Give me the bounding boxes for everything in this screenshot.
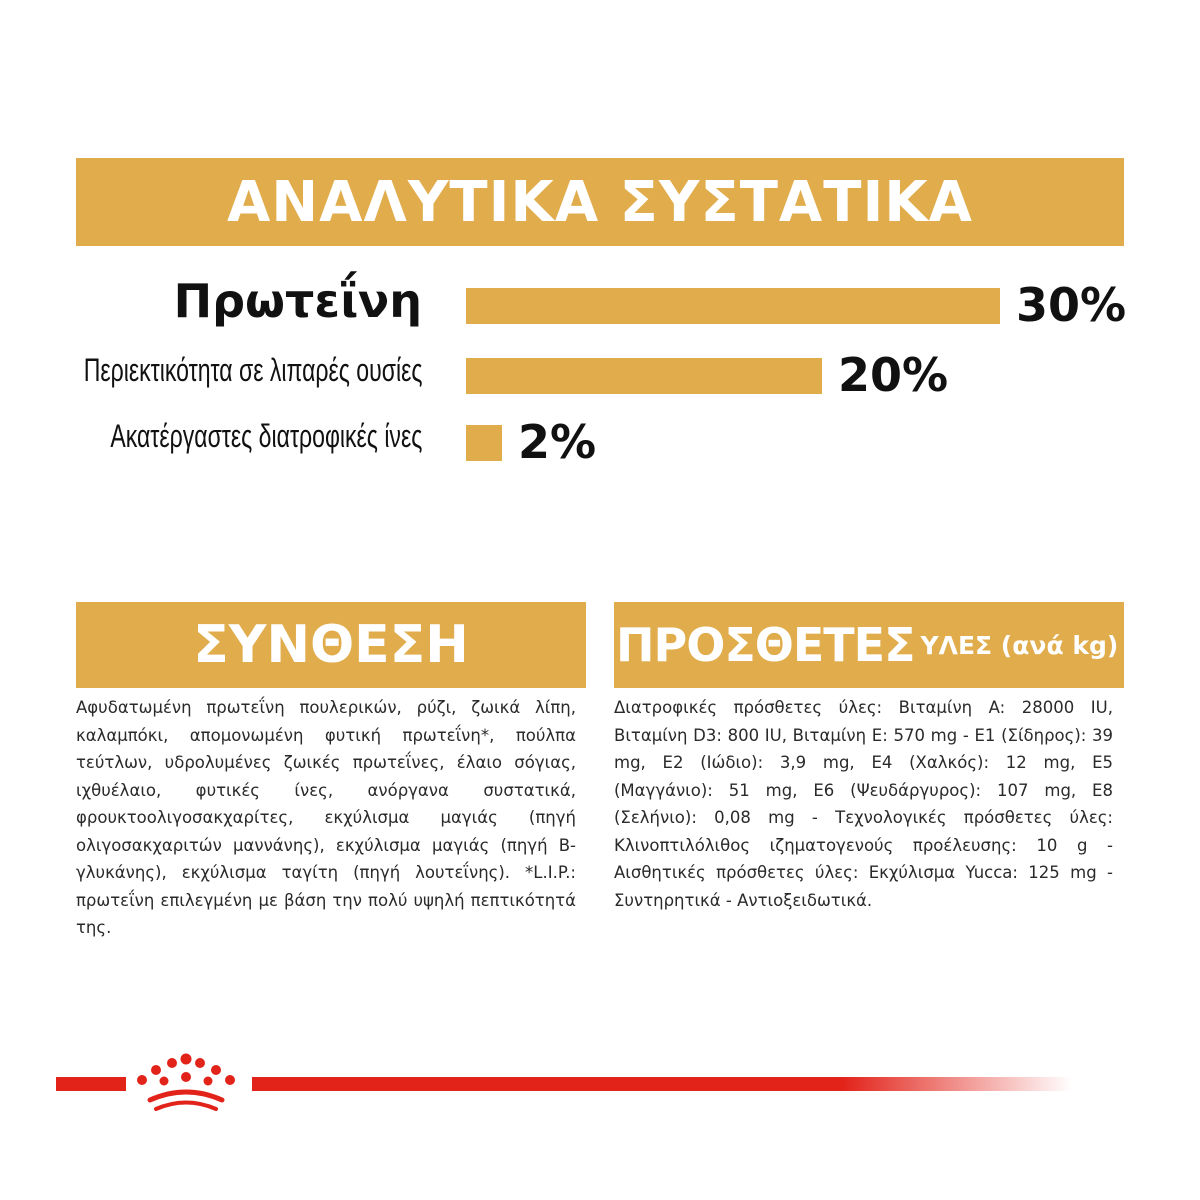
analytical-constituents-banner <box>76 158 1124 246</box>
composition-text: Αφυδατωμένη πρωτεΐνη πουλερικών, ρύζι, ζωικά λίπη, καλαμπόκι, απομονωμένη φυτική πρωτεΐνη*, πούλπα τεύτλων, υδρολυμένες ζωικές πρωτεΐνες, έλαιο σόγιας, ιχθυέλαιο, φυτικές ίνες, ανόργανα συστατικά, φρουκτοολιγοσακχαρίτες, εκχύλισμα μαγιάς (πηγή ολιγοσακχαριτών μαννάνης), εκχύλισμα μαγιάς (πηγή Β-γλυκάνης), εκχύλισμα ταγίτη (πηγή λουτεΐνης). *L.I.P.: πρωτεΐνη επιλεγμένη με βάση την πολύ υψηλή πεπτικότητά της. <box>76 698 576 937</box>
additives-title: ΠΡΟΣΘΕΤΕΣ <box>616 618 915 672</box>
additives-subtitle: ΥΛΕΣ (ανά kg) <box>920 630 1119 660</box>
category-label: Περιεκτικότητα σε λιπαρές ουσίες <box>83 352 422 388</box>
composition-title: ΣΥΝΘΕΣΗ <box>193 615 469 675</box>
category-label: Πρωτεΐνη <box>173 274 422 328</box>
bar <box>466 288 1000 324</box>
footer-line-right <box>252 1077 1072 1091</box>
additives-banner <box>614 602 1124 688</box>
additives-text: Διατροφικές πρόσθετες ύλες: Βιταμίνη A: 28000 IU, Βιταμίνη D3: 800 IU, Βιταμίνη E: 570 mg - E1 (Σίδηρος): 39 mg, E2 (Ιώδιο): 3,9 mg, E4 (Χαλκός): 12 mg, E5 (Μαγγάνιο): 51 mg, E6 (Ψευδάργυρος): 107 mg, E8 (Σελήνιο): 0,08 mg - Τεχνολογικές πρόσθετες ύλες: Κλινοπτιλόλιθος ιζηματογενούς προέλευσης: 10 g - Αισθητικές πρόσθετες ύλες: Εκχύλισμα Yucca: 125 mg - Συντηρητικά - Αντιοξειδωτικά. <box>614 698 1113 910</box>
constituents-bar-chart <box>0 270 1200 480</box>
composition-banner <box>76 602 586 688</box>
bar <box>466 358 822 394</box>
category-label: Ακατέργαστες διατροφικές ίνες <box>110 418 422 454</box>
value-label: 20% <box>838 348 949 402</box>
analytical-constituents-title: ΑΝΑΛΥΤΙΚΑ ΣΥΣΤΑΤΙΚΑ <box>226 169 974 235</box>
value-label: 30% <box>1016 278 1127 332</box>
footer-line-left <box>56 1077 126 1091</box>
value-label: 2% <box>518 415 597 469</box>
crown-logo-icon <box>130 1050 242 1116</box>
bar <box>466 425 502 461</box>
